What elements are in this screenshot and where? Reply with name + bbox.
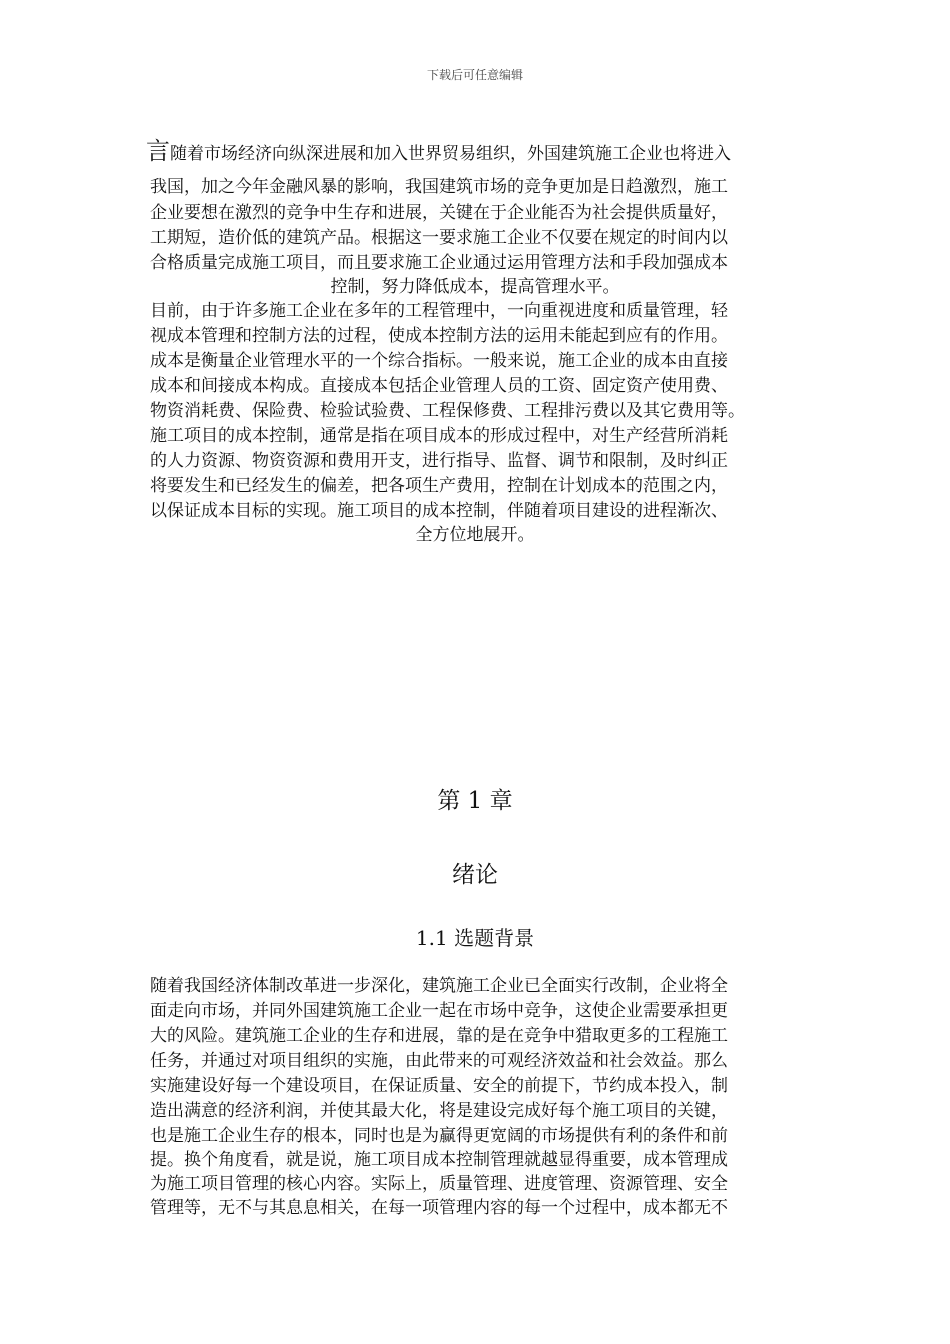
body-line: 造出满意的经济利润，并使其最大化，将是建设完成好每个施工项目的关键， [150,1101,728,1121]
preface-drop-char: 言 [146,137,170,165]
body-line: 提。换个角度看，就是说，施工项目成本控制管理就越显得重要，成本管理成 [150,1150,728,1170]
section-heading: 1.1 选题背景 [415,926,535,950]
preface-line: 的人力资源、物资资源和费用开支，进行指导、监督、调节和限制，及时纠正 [150,451,728,471]
body-line: 任务，并通过对项目组织的实施，由此带来的可观经济效益和社会效益。那么 [150,1051,728,1071]
preface-line: 合格质量完成施工项目，而且要求施工企业通过运用管理方法和手段加强成本 [150,253,728,273]
preface-line: 物资消耗费、保险费、检验试验费、工程保修费、工程排污费以及其它费用等。 [150,401,745,421]
preface-centered-line: 控制，努力降低成本，提高管理水平。 [330,277,620,297]
preface-line: 企业要想在激烈的竞争中生存和进展，关键在于企业能否为社会提供质量好， [150,203,728,223]
preface-first-line [146,137,731,166]
body-line: 面走向市场，并同外国建筑施工企业一起在市场中竞争，这使企业需要承担更 [150,1001,728,1021]
preface-line: 以保证成本目标的实现。施工项目的成本控制，伴随着项目建设的进程渐次、 [150,501,728,521]
preface-line: 我国，加之今年金融风暴的影响，我国建筑市场的竞争更加是日趋激烈，施工 [150,177,728,197]
body-line: 实施建设好每一个建设项目，在保证质量、安全的前提下，节约成本投入，制 [150,1076,728,1096]
page-header: 下载后可任意编辑 [426,68,523,82]
body-line: 也是施工企业生存的根本，同时也是为赢得更宽阔的市场提供有利的条件和前 [150,1126,728,1146]
preface-line: 成本是衡量企业管理水平的一个综合指标。一般来说，施工企业的成本由直接 [150,351,728,371]
preface-line: 将要发生和已经发生的偏差，把各项生产费用，控制在计划成本的范围之内， [150,476,728,496]
preface-line: 工期短，造价低的建筑产品。根据这一要求施工企业不仅要在规定的时间内以 [150,228,728,248]
chapter-number: 第 1 章 [437,788,513,814]
preface-first-line-text: 随着市场经济向纵深进展和加入世界贸易组织，外国建筑施工企业也将进入 [170,144,731,164]
body-line: 随着我国经济体制改革进一步深化，建筑施工企业已全面实行改制，企业将全 [150,976,728,996]
body-line: 为施工项目管理的核心内容。实际上，质量管理、进度管理、资源管理、安全 [150,1174,728,1194]
preface-line: 施工项目的成本控制，通常是指在项目成本的形成过程中，对生产经营所消耗 [150,426,728,446]
preface-line: 成本和间接成本构成。直接成本包括企业管理人员的工资、固定资产使用费、 [150,376,728,396]
preface-centered-line: 全方位地展开。 [415,525,535,545]
body-line: 大的风险。建筑施工企业的生存和进展，靠的是在竞争中猎取更多的工程施工 [150,1026,728,1046]
chapter-title: 绪论 [452,862,498,888]
preface-line: 视成本管理和控制方法的过程，使成本控制方法的运用未能起到应有的作用。 [150,326,728,346]
preface-line: 目前，由于许多施工企业在多年的工程管理中，一向重视进度和质量管理，轻 [150,301,728,321]
body-line: 管理等，无不与其息息相关，在每一项管理内容的每一个过程中，成本都无不 [150,1198,728,1218]
